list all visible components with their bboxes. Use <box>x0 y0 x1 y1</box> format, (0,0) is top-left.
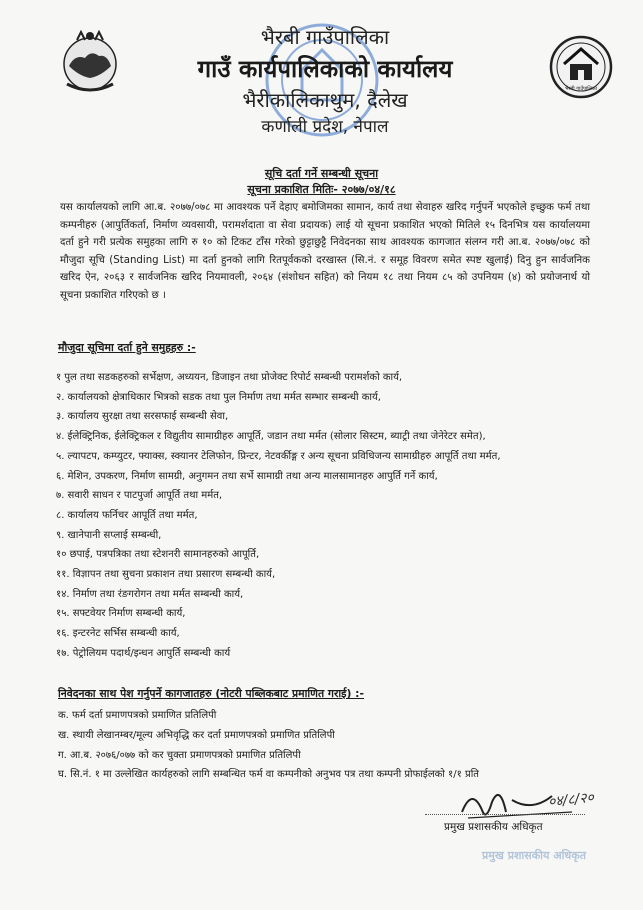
list-item: ११. विज्ञापन तथा सुचना प्रकाशन तथा प्रसारण सम्बन्धी कार्य, <box>56 569 276 581</box>
list-item: ७. सवारी साधन र पाटपुर्जा आपूर्ति तथा मर्मत, <box>56 490 223 502</box>
list-item: १६. इन्टरनेट सर्भिस सम्बन्धी कार्य, <box>56 628 180 640</box>
municipality-logo-icon <box>548 34 614 100</box>
list-item: ८. कार्यालय फर्निचर आपूर्ति तथा मर्मत, <box>56 509 198 521</box>
list-item: क. फर्म दर्ता प्रमाणपत्रको प्रमाणित प्रतिलिपी <box>58 710 217 721</box>
nepal-government-emblem-icon <box>55 26 125 96</box>
list-item: १५. सफ्टवेयर निर्माण सम्बन्धी कार्य, <box>56 608 186 620</box>
documents-list <box>58 706 598 785</box>
list-item: १० छपाई, पत्रपत्रिका तथा स्टेशनरी सामानहरुको आपूर्ति, <box>56 549 260 561</box>
list-item: ६. मेशिन, उपकरण, निर्माण सामग्री, अनुगमन तथा सर्भे सामाग्री तथा अन्य मालसामानहरु आपुर्ति गर्ने कार्य, <box>56 470 438 482</box>
notice-body: यस कार्यालयको लागि आ.ब. २०७७/०७८ मा आवश्यक पर्ने देहाए बमोजिमका सामान, कार्य तथा सेवाहरु खरिद गर्नुपर्ने भएकोले इच्छुक फर्म तथा कम्पनीहरु (आपुर्तिकर्ता, निर्माण व्यवसायी, परामर्शदाता वा सेवा प्रदायक) लाई यो सूचना प्रकाशित भएको मितिले १५ दिनभित्र यस कार्यालयमा दर्ता हुने गरी प्रत्येक समुहका लागि रु १० को टिकट टाँस गरेको छुट्टाछुट्टै निवेदनका साथ आवश्यक कागजात संलग्न गरी आ.ब. २०७७/०७८ को मौजुदा सूचि (Standing List) मा दर्ता हुनको लागि रितपूर्वकको दरखास्त (सि.नं. र समूह विवरण समेत स्पष्ट खुलाई) दिनु हुन सार्वजनिक खरिद ऐन, २०६३ र सार्वजनिक खरिद नियमावली, २०६४ (संशोधन सहित) को नियम १८ तथा नियम ८५ को उपनियम (४) को प्रयोजनार्थ यो सूचना प्रकाशित गरिएको छ । <box>60 202 590 301</box>
list-item: ३. कार्यालय सुरक्षा तथा सरसफाई सम्बन्धी सेवा, <box>56 411 229 423</box>
groups-heading: मौजुदा सूचिमा दर्ता हुने समुहहरु :- <box>58 341 196 354</box>
province-name: कर्णाली प्रदेश, नेपाल <box>261 117 389 137</box>
office-location: भैरीकालिकाथुम, दैलेख <box>242 88 408 112</box>
notice-title: सूचि दर्ता गर्ने सम्बन्धी सूचना <box>264 167 379 180</box>
documents-heading: निवेदनका साथ पेश गर्नुपर्ने कागजातहरु (नोटरी पब्लिकबाट प्रमाणित गराई) :- <box>58 687 364 700</box>
office-header <box>160 22 490 140</box>
signature-line <box>425 814 585 815</box>
published-date: सूचना प्रकाशित मितिः- २०७७/०४/१८ <box>247 183 396 196</box>
list-item: १ पुल तथा सडकहरुको सर्भेक्षण, अध्ययन, डिजाइन तथा प्रोजेक्ट रिपोर्ट सम्बन्धी परामर्शको कार्य, <box>56 372 403 383</box>
list-item: ग. आ.ब. २०७६/०७७ को कर चुक्ता प्रमाणपत्रको प्रमाणित प्रतिलिपी <box>58 749 301 761</box>
office-title: गाउँ कार्यपालिकाको कार्यालय <box>197 55 453 83</box>
signature-date: ०४/८/२० <box>547 789 595 811</box>
groups-list <box>56 368 596 664</box>
list-item: २. कार्यालयको क्षेत्राधिकार भित्रको सडक तथा पुल निर्माण तथा मर्मत सम्भार सम्बन्धी कार्य, <box>56 391 381 403</box>
list-item: घ. सि.नं. १ मा उल्लेखित कार्यहरुको लागि सम्बन्धित फर्म वा कम्पनीको अनुभव पत्र तथा कम्पनी प्रोफाईलको १/१ प्रति <box>58 769 479 781</box>
list-item: ५. ल्यापटप, कम्प्युटर, फ्याक्स, स्क्यानर टेलिफोन, प्रिन्टर, नेटवर्कीङ्ग र अन्य सूचना प्रविधिजन्य सामाग्रीहरु आपूर्ति तथा मर्मत, <box>56 450 501 462</box>
list-item: १७. पेट्रोलियम पदार्थ/इन्धन आपुर्ति सम्बन्धी कार्य <box>56 647 231 659</box>
logo-caption: भैरबी गाउँपालिका <box>564 86 598 92</box>
list-item: ख. स्थायी लेखानम्बर/मूल्य अभिवृद्धि कर दर्ता प्रमाणपत्रको प्रमाणित प्रतिलिपी <box>58 729 335 741</box>
list-item: ४. ईलेक्ट्रिनिक, ईलेक्ट्रिकल र विद्युतीय सामाग्रीहरु आपूर्ति, जडान तथा मर्मत (सोलार सिस्टम, ब्याट्री तथा जेनेरेटर समेत), <box>56 431 486 443</box>
officer-stamp: प्रमुख प्रशासकीय अधिकृत <box>482 849 586 862</box>
list-item: १४. निर्माण तथा रंङगरोगन तथा मर्मत सम्बन्धी कार्य, <box>56 588 244 600</box>
municipality-name: भैरबी गाउँपालिका <box>260 25 390 49</box>
list-item: ९. खानेपानी सप्लाई सम्बन्धी, <box>56 529 162 541</box>
officer-title: प्रमुख प्रशासकीय अधिकृत <box>444 821 543 833</box>
